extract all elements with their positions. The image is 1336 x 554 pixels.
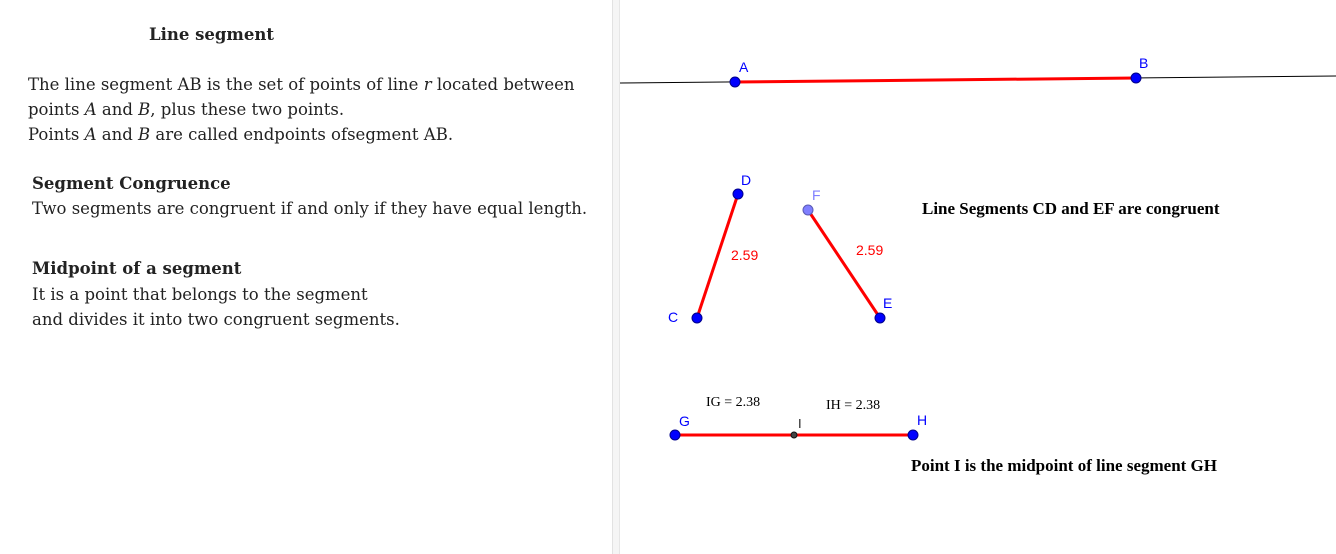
section-title-line-segment: Line segment — [149, 25, 275, 44]
heading-midpoint: Midpoint of a segment — [32, 259, 242, 278]
midpoint-definition-line-1: It is a point that belongs to the segment — [32, 285, 368, 304]
graphics-canvas[interactable] — [620, 0, 1336, 554]
point-f[interactable] — [803, 205, 813, 215]
point-g[interactable] — [670, 430, 680, 440]
congruence-definition: Two segments are congruent if and only if they have equal length. — [32, 199, 588, 218]
length-label-cd: 2.59 — [731, 247, 759, 263]
segment-ab[interactable] — [735, 78, 1136, 82]
caption-congruent: Line Segments CD and EF are congruent — [922, 199, 1220, 218]
point-h[interactable] — [908, 430, 918, 440]
definition-line-3: Points 𝐴 and 𝐵 are called endpoints ofsegment AB. — [28, 125, 454, 144]
midpoint-definition-line-2: and divides it into two congruent segments. — [32, 310, 400, 329]
caption-midpoint: Point I is the midpoint of line segment GH — [911, 456, 1218, 475]
segment-ef[interactable] — [808, 210, 880, 318]
point-d[interactable] — [733, 189, 743, 199]
label-d: D — [741, 172, 752, 188]
point-b[interactable] — [1131, 73, 1141, 83]
length-label-ef: 2.59 — [856, 242, 884, 258]
graphics-view[interactable] — [620, 0, 1336, 554]
length-label-ig: IG = 2.38 — [706, 395, 761, 410]
label-f: F — [812, 187, 821, 203]
label-i: I — [798, 416, 802, 431]
label-e: E — [883, 295, 893, 311]
length-label-ih: IH = 2.38 — [826, 398, 881, 413]
definition-line-2: points 𝐴 and 𝐵, plus these two points. — [28, 100, 345, 119]
point-i[interactable] — [791, 432, 797, 438]
label-b: B — [1139, 55, 1149, 71]
definition-line-1: The line segment AB is the set of points of line 𝑟 located between — [28, 75, 575, 94]
heading-segment-congruence: Segment Congruence — [32, 174, 231, 193]
text-panel — [0, 0, 612, 554]
point-a[interactable] — [730, 77, 740, 87]
point-c[interactable] — [692, 313, 702, 323]
label-g: G — [679, 413, 690, 429]
point-e[interactable] — [875, 313, 885, 323]
panel-splitter[interactable] — [612, 0, 620, 554]
label-h: H — [917, 412, 928, 428]
label-a: A — [739, 59, 749, 75]
label-c: C — [668, 309, 679, 325]
